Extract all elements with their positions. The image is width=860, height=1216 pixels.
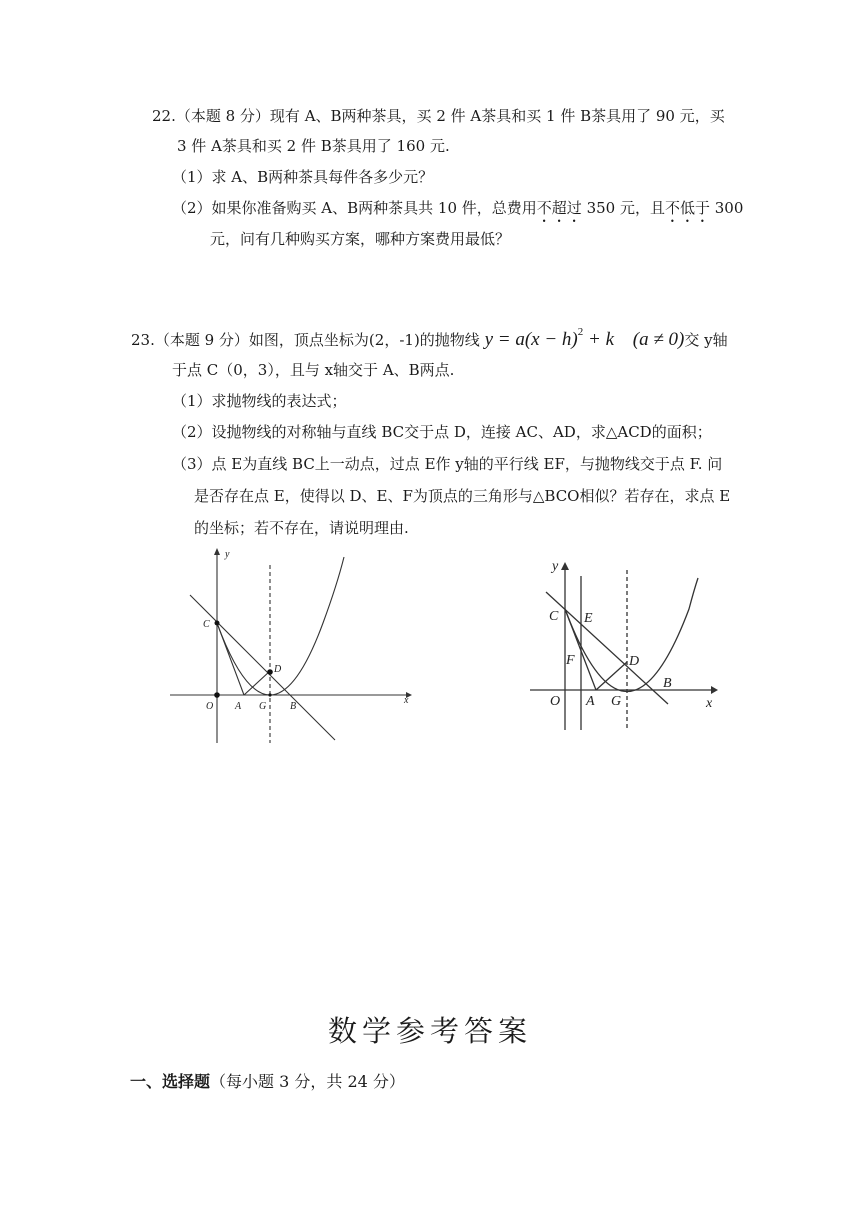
q22-line1: 22.（本题 8 分）现有 A、B两种茶具，买 2 件 A茶具和买 1 件 B茶具用了 90 元，买 [152,107,725,125]
q23-line1-text: 23.（本题 9 分）如图，顶点坐标为(2，-1)的抛物线 [131,331,480,349]
q23-part3-line3: 的坐标；若不存在，请说明理由. [194,519,409,537]
section-multiple-choice-note: （每小题 3 分，共 24 分） [210,1072,405,1091]
q23-line1-end: 交 y轴 [684,331,728,349]
fig2-label-e: E [584,611,593,626]
fig2-x-arrow [711,686,718,694]
q22-part2-text-b: 350 元，且 [581,199,665,217]
section-multiple-choice-label: 一、选择题 [130,1072,211,1091]
q23-condition: (a ≠ 0) [632,329,685,350]
fig1-label-d: D [274,664,282,675]
q23-line2: 于点 C（0，3），且与 x轴交于 A、B两点. [172,361,455,379]
q22-emphasis-not-below: 不低于 [664,199,710,217]
fig2-line-bc [546,592,668,704]
q23-formula-exponent: 2 [577,326,584,338]
q23-part3-line1: （3）点 E为直线 BC上一动点，过点 E作 y轴的平行线 EF，与抛物线交于点 F. 问 [172,455,723,473]
fig2-parabola [565,578,698,692]
q22-part2-text-c: 300 [710,199,744,217]
q23-part1: （1）求抛物线的表达式； [172,392,347,410]
fig1-point-g [268,693,271,696]
fig1-point-c [215,621,220,626]
fig1-segment-ac [217,623,244,695]
fig1-point-d [267,669,273,675]
q22-emphasis-not-exceed: 不超过 [536,199,582,217]
section-multiple-choice [130,1069,405,1092]
figure-1-parabola-diagram [170,545,420,750]
q23-part3-line2: 是否存在点 E，使得以 D、E、F为顶点的三角形与△BCO相似？若存在，求点 E [194,487,731,505]
q22-part2-line2: 元，问有几种购买方案，哪种方案费用最低？ [210,230,511,248]
fig2-label-b: B [663,676,672,691]
fig2-label-d: D [629,654,640,669]
fig2-label-f: F [566,653,575,668]
q23-formula-tail: + k [583,329,615,350]
q22-part2-text-a: （2）如果你准备购买 A、B两种茶具共 10 件，总费用 [172,199,537,217]
q22-line2: 3 件 A茶具和买 2 件 B茶具用了 160 元. [177,137,450,155]
fig2-label-g: G [611,694,622,709]
q23-line1 [131,322,728,350]
fig1-parabola-left [203,583,217,623]
answers-title: 数学参考答案 [327,1014,532,1048]
fig1-label-y: y [225,549,230,560]
fig1-label-a: A [235,701,242,712]
fig1-label-g: G [259,701,267,712]
fig1-label-c: C [203,619,210,630]
fig1-y-arrow [214,548,220,555]
fig2-label-o: O [550,694,561,709]
fig2-label-a: A [586,694,595,709]
fig2-label-y: y [552,559,559,574]
q22-part1: （1）求 A、B两种茶具每件各多少元？ [172,168,434,186]
fig1-line-bc [190,595,335,740]
fig1-label-o: O [206,701,214,712]
figure-2-parabola-diagram [530,552,730,752]
fig1-label-b: B [290,701,297,712]
fig2-y-arrow [561,562,569,570]
fig1-label-x: x [404,695,409,706]
fig2-label-x: x [706,696,713,711]
fig1-point-o [214,692,220,698]
q23-formula [484,326,615,350]
q23-formula-main: y = a(x − h) [484,329,578,350]
q23-part2: （2）设抛物线的对称轴与直线 BC交于点 D，连接 AC、AD，求△ACD的面积； [172,423,712,441]
fig2-label-c: C [549,609,559,624]
q22-part2-line1 [172,198,743,226]
